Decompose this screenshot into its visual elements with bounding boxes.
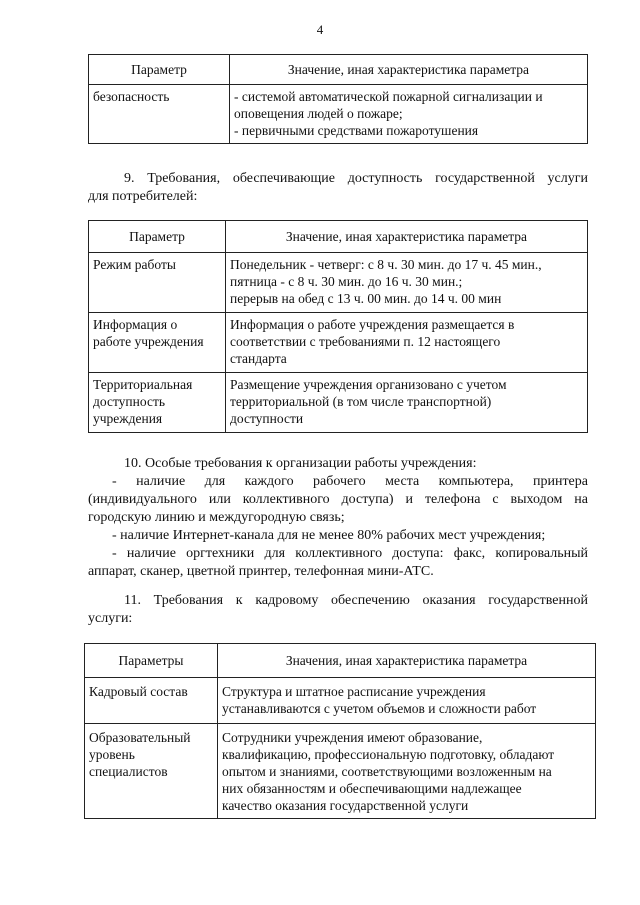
value-line: - системой автоматической пожарной сигнализации и	[234, 89, 543, 104]
table-accessibility	[88, 220, 588, 433]
value-line: Структура и штатное расписание учреждения	[222, 684, 486, 699]
param-line: Режим работы	[93, 257, 176, 272]
table-header-row	[89, 55, 588, 85]
table-row	[85, 724, 596, 819]
value-cell	[218, 724, 596, 819]
value-line: оповещения людей о пожаре;	[234, 106, 403, 121]
value-line: соответствии с требованиями п. 12 настоящего	[230, 334, 501, 349]
table-header-row	[89, 221, 588, 253]
param-line: уровень	[89, 747, 135, 762]
param-cell	[89, 253, 226, 313]
value-line: Понедельник - четверг: с 8 ч. 30 мин. до 17 ч. 45 мин.,	[230, 257, 542, 272]
param-line: Кадровый состав	[89, 684, 188, 699]
header-param: Параметр	[89, 221, 226, 253]
param-line: работе учреждения	[93, 334, 204, 349]
param-cell	[85, 678, 218, 724]
param-line: доступность	[93, 394, 166, 409]
value-line: качество оказания государственной услуги	[222, 798, 469, 813]
section-11-text	[88, 592, 588, 628]
section-10-line: (индивидуального или коллективного доступа) и телефона с выходом на	[88, 492, 588, 507]
header-value: Значение, иная характеристика параметра	[226, 221, 588, 253]
param-line: Территориальная	[93, 377, 193, 392]
param-cell: безопасность	[89, 85, 230, 144]
value-line: - первичными средствами пожаротушения	[234, 123, 479, 138]
table-staffing	[84, 643, 596, 819]
param-cell	[89, 313, 226, 373]
value-line: доступности	[230, 411, 304, 426]
value-cell	[226, 313, 588, 373]
section-9-line: для потребителей:	[88, 189, 198, 204]
header-value: Значение, иная характеристика параметра	[230, 55, 588, 85]
section-10-line: - наличие Интернет-канала для не менее 80% рабочих мест учреждения;	[112, 528, 546, 543]
value-line: пятница - с 8 ч. 30 мин. до 16 ч. 30 мин.;	[230, 274, 463, 289]
value-line: перерыв на обед с 13 ч. 00 мин. до 14 ч. 00 мин	[230, 291, 502, 306]
value-line: Информация о работе учреждения размещается в	[230, 317, 515, 332]
param-line: Информация о	[93, 317, 178, 332]
table-row	[89, 85, 588, 144]
section-10-line: 10. Особые требования к организации работы учреждения:	[124, 456, 477, 471]
section-9-line: 9. Требования, обеспечивающие доступность государственной услуги	[124, 171, 588, 186]
value-cell	[226, 253, 588, 313]
section-9-text	[88, 170, 588, 206]
param-line: специалистов	[89, 764, 168, 779]
section-11-line: услуги:	[88, 611, 133, 626]
value-cell	[226, 373, 588, 433]
section-11-line: 11. Требования к кадровому обеспечению оказания государственной	[124, 593, 588, 608]
param-line: Образовательный	[89, 730, 191, 745]
value-line: них обязанностям и обеспечивающими надлежащее	[222, 781, 522, 796]
section-10-line: - наличие для каждого рабочего места компьютера, принтера	[112, 474, 588, 489]
header-value: Значения, иная характеристика параметра	[218, 644, 596, 678]
value-line: квалификацию, профессиональную подготовку, обладают	[222, 747, 555, 762]
table-row	[89, 313, 588, 373]
table-safety	[88, 54, 588, 144]
header-param: Параметр	[89, 55, 230, 85]
table-row	[89, 373, 588, 433]
table-row	[85, 678, 596, 724]
header-param: Параметры	[85, 644, 218, 678]
section-10-text	[88, 455, 588, 581]
value-line: Размещение учреждения организовано с учетом	[230, 377, 507, 392]
section-10-line: - наличие оргтехники для коллективного доступа: факс, копировальный	[112, 546, 588, 561]
param-cell	[89, 373, 226, 433]
page-number: 4	[316, 22, 324, 37]
value-cell	[230, 85, 588, 144]
param-cell	[85, 724, 218, 819]
section-10-line: городскую линию и междугородную связь;	[88, 510, 345, 525]
value-cell	[218, 678, 596, 724]
section-10-line: аппарат, сканер, цветной принтер, телефонная мини-АТС.	[88, 564, 434, 579]
value-line: стандарта	[230, 351, 287, 366]
value-line: территориальной (в том числе транспортной)	[230, 394, 492, 409]
param-line: учреждения	[93, 411, 163, 426]
table-header-row	[85, 644, 596, 678]
table-row	[89, 253, 588, 313]
value-line: устанавливаются с учетом объемов и сложности работ	[222, 701, 537, 716]
value-line: опытом и знаниями, соответствующими возложенным на	[222, 764, 552, 779]
value-line: Сотрудники учреждения имеют образование,	[222, 730, 483, 745]
